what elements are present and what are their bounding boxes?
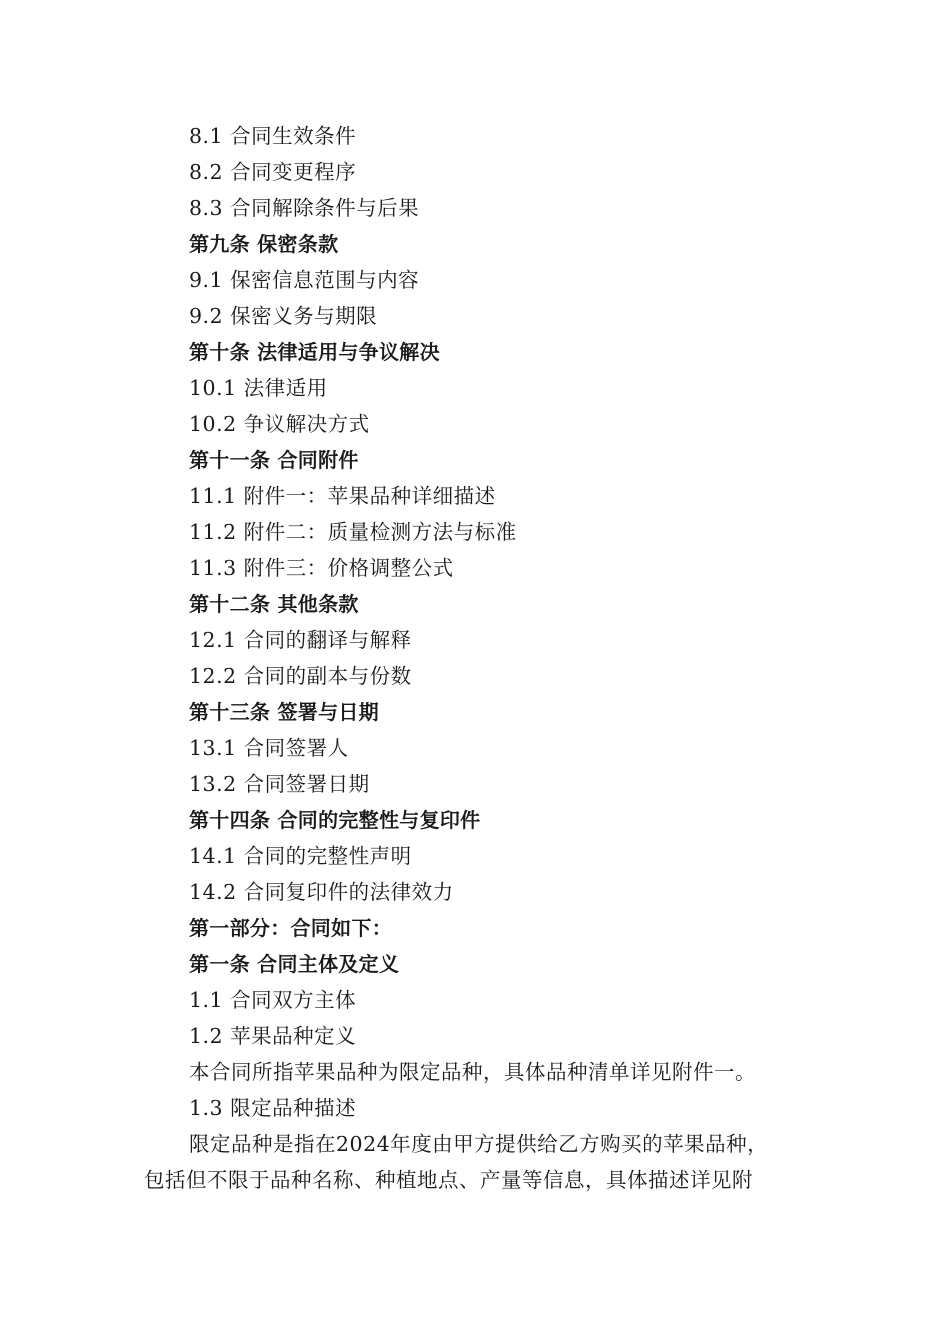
clause-11-1: 11.1 附件一：苹果品种详细描述: [189, 484, 496, 508]
clause-12-2: 12.2 合同的副本与份数: [189, 664, 412, 688]
clause-1-3-paragraph-line-2: 包括但不限于品种名称、种植地点、产量等信息，具体描述详见附: [144, 1168, 753, 1192]
article-9-heading: 第九条 保密条款: [189, 232, 339, 256]
clause-13-2: 13.2 合同签署日期: [189, 772, 370, 796]
clause-1-3-paragraph-line-1: 限定品种是指在2024年度由甲方提供给乙方购买的苹果品种，: [189, 1132, 769, 1156]
clause-14-2: 14.2 合同复印件的法律效力: [189, 880, 454, 904]
clause-10-2: 10.2 争议解决方式: [189, 412, 370, 436]
clause-11-3: 11.3 附件三：价格调整公式: [189, 556, 454, 580]
clause-10-1: 10.1 法律适用: [189, 376, 328, 400]
clause-12-1: 12.1 合同的翻译与解释: [189, 628, 412, 652]
article-13-heading: 第十三条 签署与日期: [189, 700, 379, 724]
clause-1-2: 1.2 苹果品种定义: [189, 1024, 357, 1048]
article-14-heading: 第十四条 合同的完整性与复印件: [189, 808, 481, 832]
clause-8-2: 8.2 合同变更程序: [189, 160, 357, 184]
clause-1-1: 1.1 合同双方主体: [189, 988, 357, 1012]
article-12-heading: 第十二条 其他条款: [189, 592, 359, 616]
document-body: [144, 118, 814, 1198]
article-1-heading: 第一条 合同主体及定义: [189, 952, 400, 976]
clause-1-3: 1.3 限定品种描述: [189, 1096, 357, 1120]
clause-1-2-paragraph: 本合同所指苹果品种为限定品种，具体品种清单详见附件一。: [189, 1060, 756, 1084]
article-11-heading: 第十一条 合同附件: [189, 448, 359, 472]
clause-8-1: 8.1 合同生效条件: [189, 124, 357, 148]
clause-14-1: 14.1 合同的完整性声明: [189, 844, 412, 868]
clause-9-1: 9.1 保密信息范围与内容: [189, 268, 420, 292]
part-1-heading: 第一部分：合同如下：: [189, 916, 392, 940]
article-10-heading: 第十条 法律适用与争议解决: [189, 340, 440, 364]
clause-11-2: 11.2 附件二：质量检测方法与标准: [189, 520, 517, 544]
clause-9-2: 9.2 保密义务与期限: [189, 304, 378, 328]
clause-8-3: 8.3 合同解除条件与后果: [189, 196, 420, 220]
clause-13-1: 13.1 合同签署人: [189, 736, 349, 760]
